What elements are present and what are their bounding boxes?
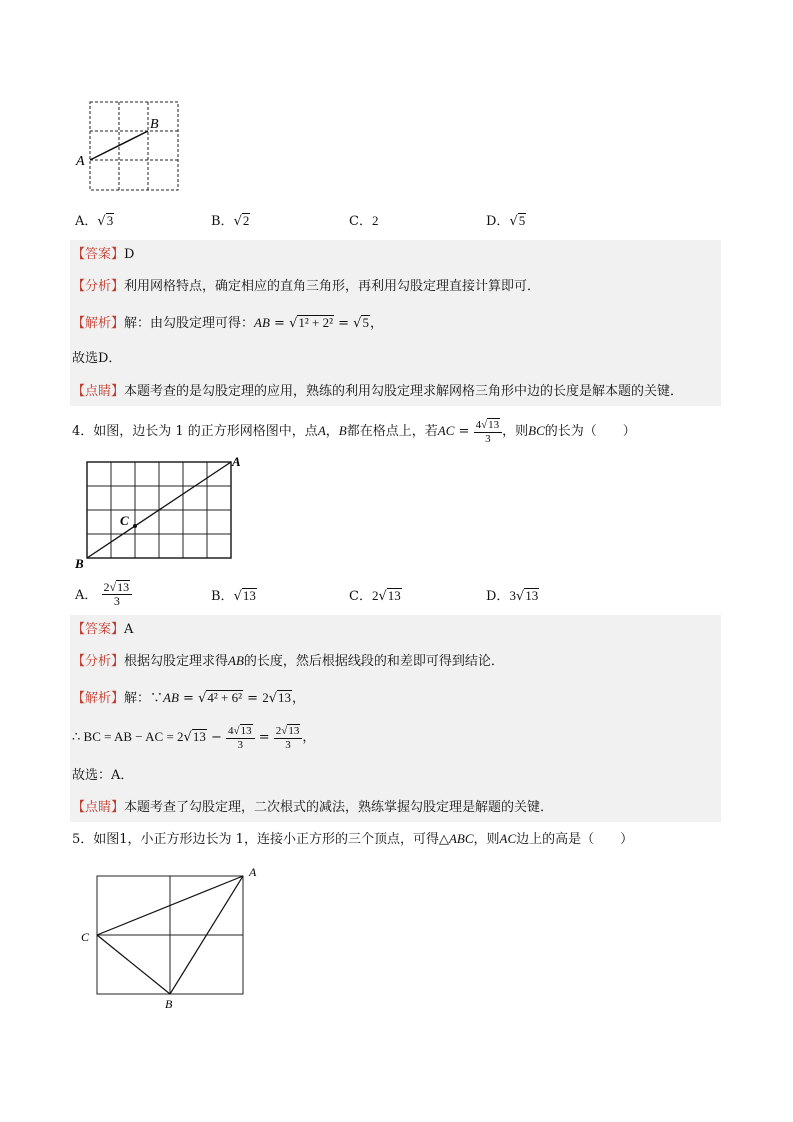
q4-option-c[interactable]: C．2√13: [349, 588, 401, 604]
q3-comment: 【点睛】本题考查的是勾股定理的应用，熟练的利用勾股定理求解网格三角形中边的长度是解本题的关键．: [72, 384, 684, 399]
q5-point-c-label: C: [81, 930, 90, 944]
q4-answer: 【答案】A: [72, 622, 134, 637]
q5-grid-figure: [70, 862, 270, 1012]
q4-point-a-label: A: [232, 454, 241, 469]
q5-point-a-label: A: [249, 865, 257, 879]
q4-option-b[interactable]: B．√13: [211, 588, 256, 604]
q4-solution-step2: ∴ BC = AB − AC = 2√13 − $\frac{4√13}{3}$ = $\frac{2√13}{3}$ ，: [72, 725, 316, 751]
q3-point-a-label: A: [76, 154, 85, 169]
q3-grid-figure: [70, 96, 190, 196]
q3-option-d[interactable]: D．√5: [486, 213, 526, 229]
q4-solution: 【解析】解：∵AB = √4² + 6² = 2√13，: [72, 690, 305, 706]
q4-point-b-label: B: [75, 556, 84, 571]
q3-choose: 故选D．: [72, 351, 122, 366]
q4-point-c-label: C: [120, 513, 129, 528]
q4-option-a[interactable]: A． $\frac{2√13}{3}$: [75, 580, 132, 607]
q5-stem: 5．如图1，小正方形边长为 1，连接小正方形的三个顶点，可得△ABC，则AC边上的高是（ ）: [72, 831, 634, 847]
q5-point-b-label: B: [165, 997, 173, 1011]
q4-option-d[interactable]: D．3√13: [486, 588, 539, 604]
q3-analysis: 【分析】利用网格特点，确定相应的直角三角形，再利用勾股定理直接计算即可．: [72, 279, 541, 294]
q3-answer: 【答案】D: [72, 247, 135, 262]
q3-option-c[interactable]: C．2: [349, 213, 379, 229]
q4-stem-fraction: $\frac{4√13}{3}$: [474, 418, 503, 445]
q4-comment: 【点睛】本题考查了勾股定理，二次根式的减法，熟练掌握勾股定理是解题的关键．: [72, 800, 554, 815]
q3-solution: 【解析】解：由勾股定理可得：AB = √1² + 2² = √5，: [72, 315, 383, 331]
q4-choose: 故选：A．: [72, 768, 134, 783]
q3-point-b-label: B: [150, 117, 159, 132]
q4-analysis: 【分析】根据勾股定理求得AB的长度，然后根据线段的和差即可得到结论．: [72, 653, 504, 669]
q3-option-a[interactable]: A．√3: [75, 213, 114, 229]
q3-option-b[interactable]: B．√2: [211, 213, 250, 229]
q3-option-a-value: 3: [106, 213, 114, 228]
q4-stem: 4．如图，边长为 1 的正方形网格图中，点A，B都在格点上，若AC = $\frac{4√13}{3}$ ，则BC的长为（ ）: [72, 419, 636, 445]
q4-solution-box: [70, 615, 721, 822]
q4-grid-figure: [70, 452, 260, 574]
